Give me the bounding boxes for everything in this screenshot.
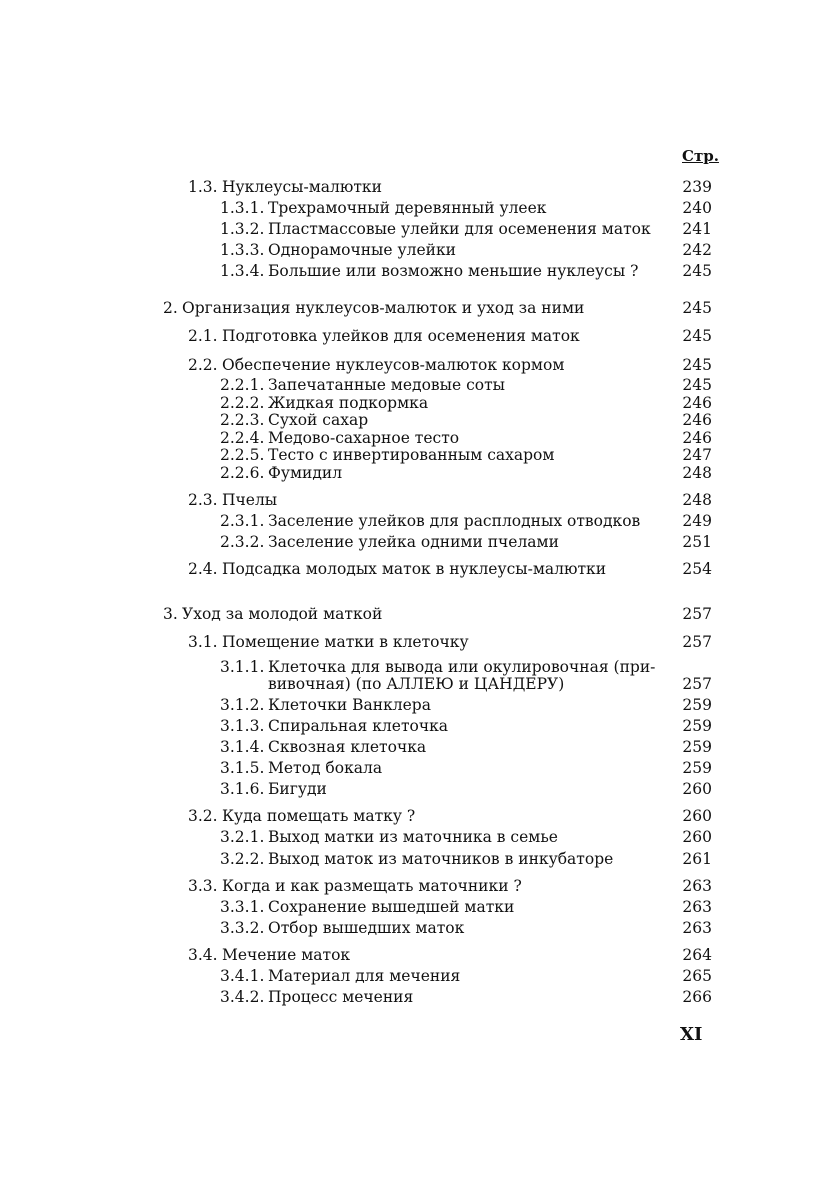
toc-page-number: 261 (682, 850, 712, 868)
toc-page-number: 249 (682, 512, 712, 530)
toc-page-number: 248 (682, 464, 712, 482)
toc-page-number: 242 (682, 241, 712, 259)
toc-page-number: 263 (682, 877, 712, 895)
toc-page-number: 266 (682, 988, 712, 1006)
toc-page-number: 245 (682, 356, 712, 374)
toc-page-number: 257 (682, 605, 712, 623)
toc-page-number: 264 (682, 946, 712, 964)
toc-page-number: 259 (682, 738, 712, 756)
toc-page-number: 263 (682, 898, 712, 916)
toc-page-number: 245 (682, 262, 712, 280)
toc-page-number: 247 (682, 446, 712, 464)
toc-page-number: 251 (682, 533, 712, 551)
toc-page-number: 248 (682, 491, 712, 509)
toc-page-number: 260 (682, 807, 712, 825)
toc-page-number: 263 (682, 919, 712, 937)
toc-page-number: 257 (682, 633, 712, 651)
page-number-roman: XI (680, 1024, 703, 1045)
toc-page-number: 241 (682, 220, 712, 238)
toc-page-number: 246 (682, 429, 712, 447)
toc-page-number: 245 (682, 327, 712, 345)
toc-page-number: 245 (682, 376, 712, 394)
toc-page-number: 257 (682, 675, 712, 693)
toc-page-number: 245 (682, 299, 712, 317)
toc-page-number: 259 (682, 696, 712, 714)
toc-page-number: 239 (682, 178, 712, 196)
toc-page-number: 240 (682, 199, 712, 217)
toc-page-number: 259 (682, 759, 712, 777)
page-column-header: Стр. (682, 147, 719, 165)
toc-page-number: 260 (682, 828, 712, 846)
toc-page-number: 265 (682, 967, 712, 985)
toc-page-number: 259 (682, 717, 712, 735)
toc-page-number: 254 (682, 560, 712, 578)
toc-page-number: 246 (682, 411, 712, 429)
toc-page: Стр. 1.3. Нуклеусы-малютки 239 1.3.1. Трехрамочный деревянный улеек 240 1.3.2. Пластмассовые улейки для осеменения маток 241 1.3.3. Однорамочные улейки 242 1.3.4. Большие или возможно меньшие нуклеусы ? 245 2. Организация нуклеусов-малюток и уход за ними 245 2.1. Подготовка улейков для осеменения маток 245 2.2. Обеспечение нуклеусов-малюток кормом 245 2.2.1. Запечатанные медовые соты 245 2.2.2. Жидкая подкормка 246 2.2.3. Сухой сахар 246 2.2.4. Медово-сахарное тесто 246 2.2.5. Тесто с инвертированным сахаром 247 2.2.6. Фумидил 248 2.3. Пчелы 248 2.3.1. Заселение улейков для расплодных отводков 249 2.3.2. Заселение улейка одними пчелами 251 2.4. Подсадка молодых маток в нуклеусы-малютки 254 3. Уход за молодой маткой 257 3.1. Помещение матки в клеточку 257 3.1.1. Клеточка для вывода или окулировочная (при- вивочная) (по АЛЛЕЮ и ЦАНДЕРУ) 257 3.1.2. Клеточки Ванклера 259 3.1.3. Спиральная клеточка 259 3.1.4. Сквозная клеточка 259 3.1.5. Метод бокала 259 3.1.6. Бигуди 260 3.2. Куда помещать матку ? 260 3.2.1. Выход матки из маточника в семье 260 3.2.2. Выход маток из маточников в инкубаторе 261 3.3. Когда и как размещать маточники ? 263 3.3.1. Сохранение вышедшей матки 263 3.3.2. Отбор вышедших маток 263 3.4. Мечение маток 264 3.4.1. Материал для мечения 265 3.4.2. Процесс мечения 266 XI (163, 147, 719, 1045)
toc-page-number: 246 (682, 394, 712, 412)
toc-page-number: 260 (682, 780, 712, 798)
